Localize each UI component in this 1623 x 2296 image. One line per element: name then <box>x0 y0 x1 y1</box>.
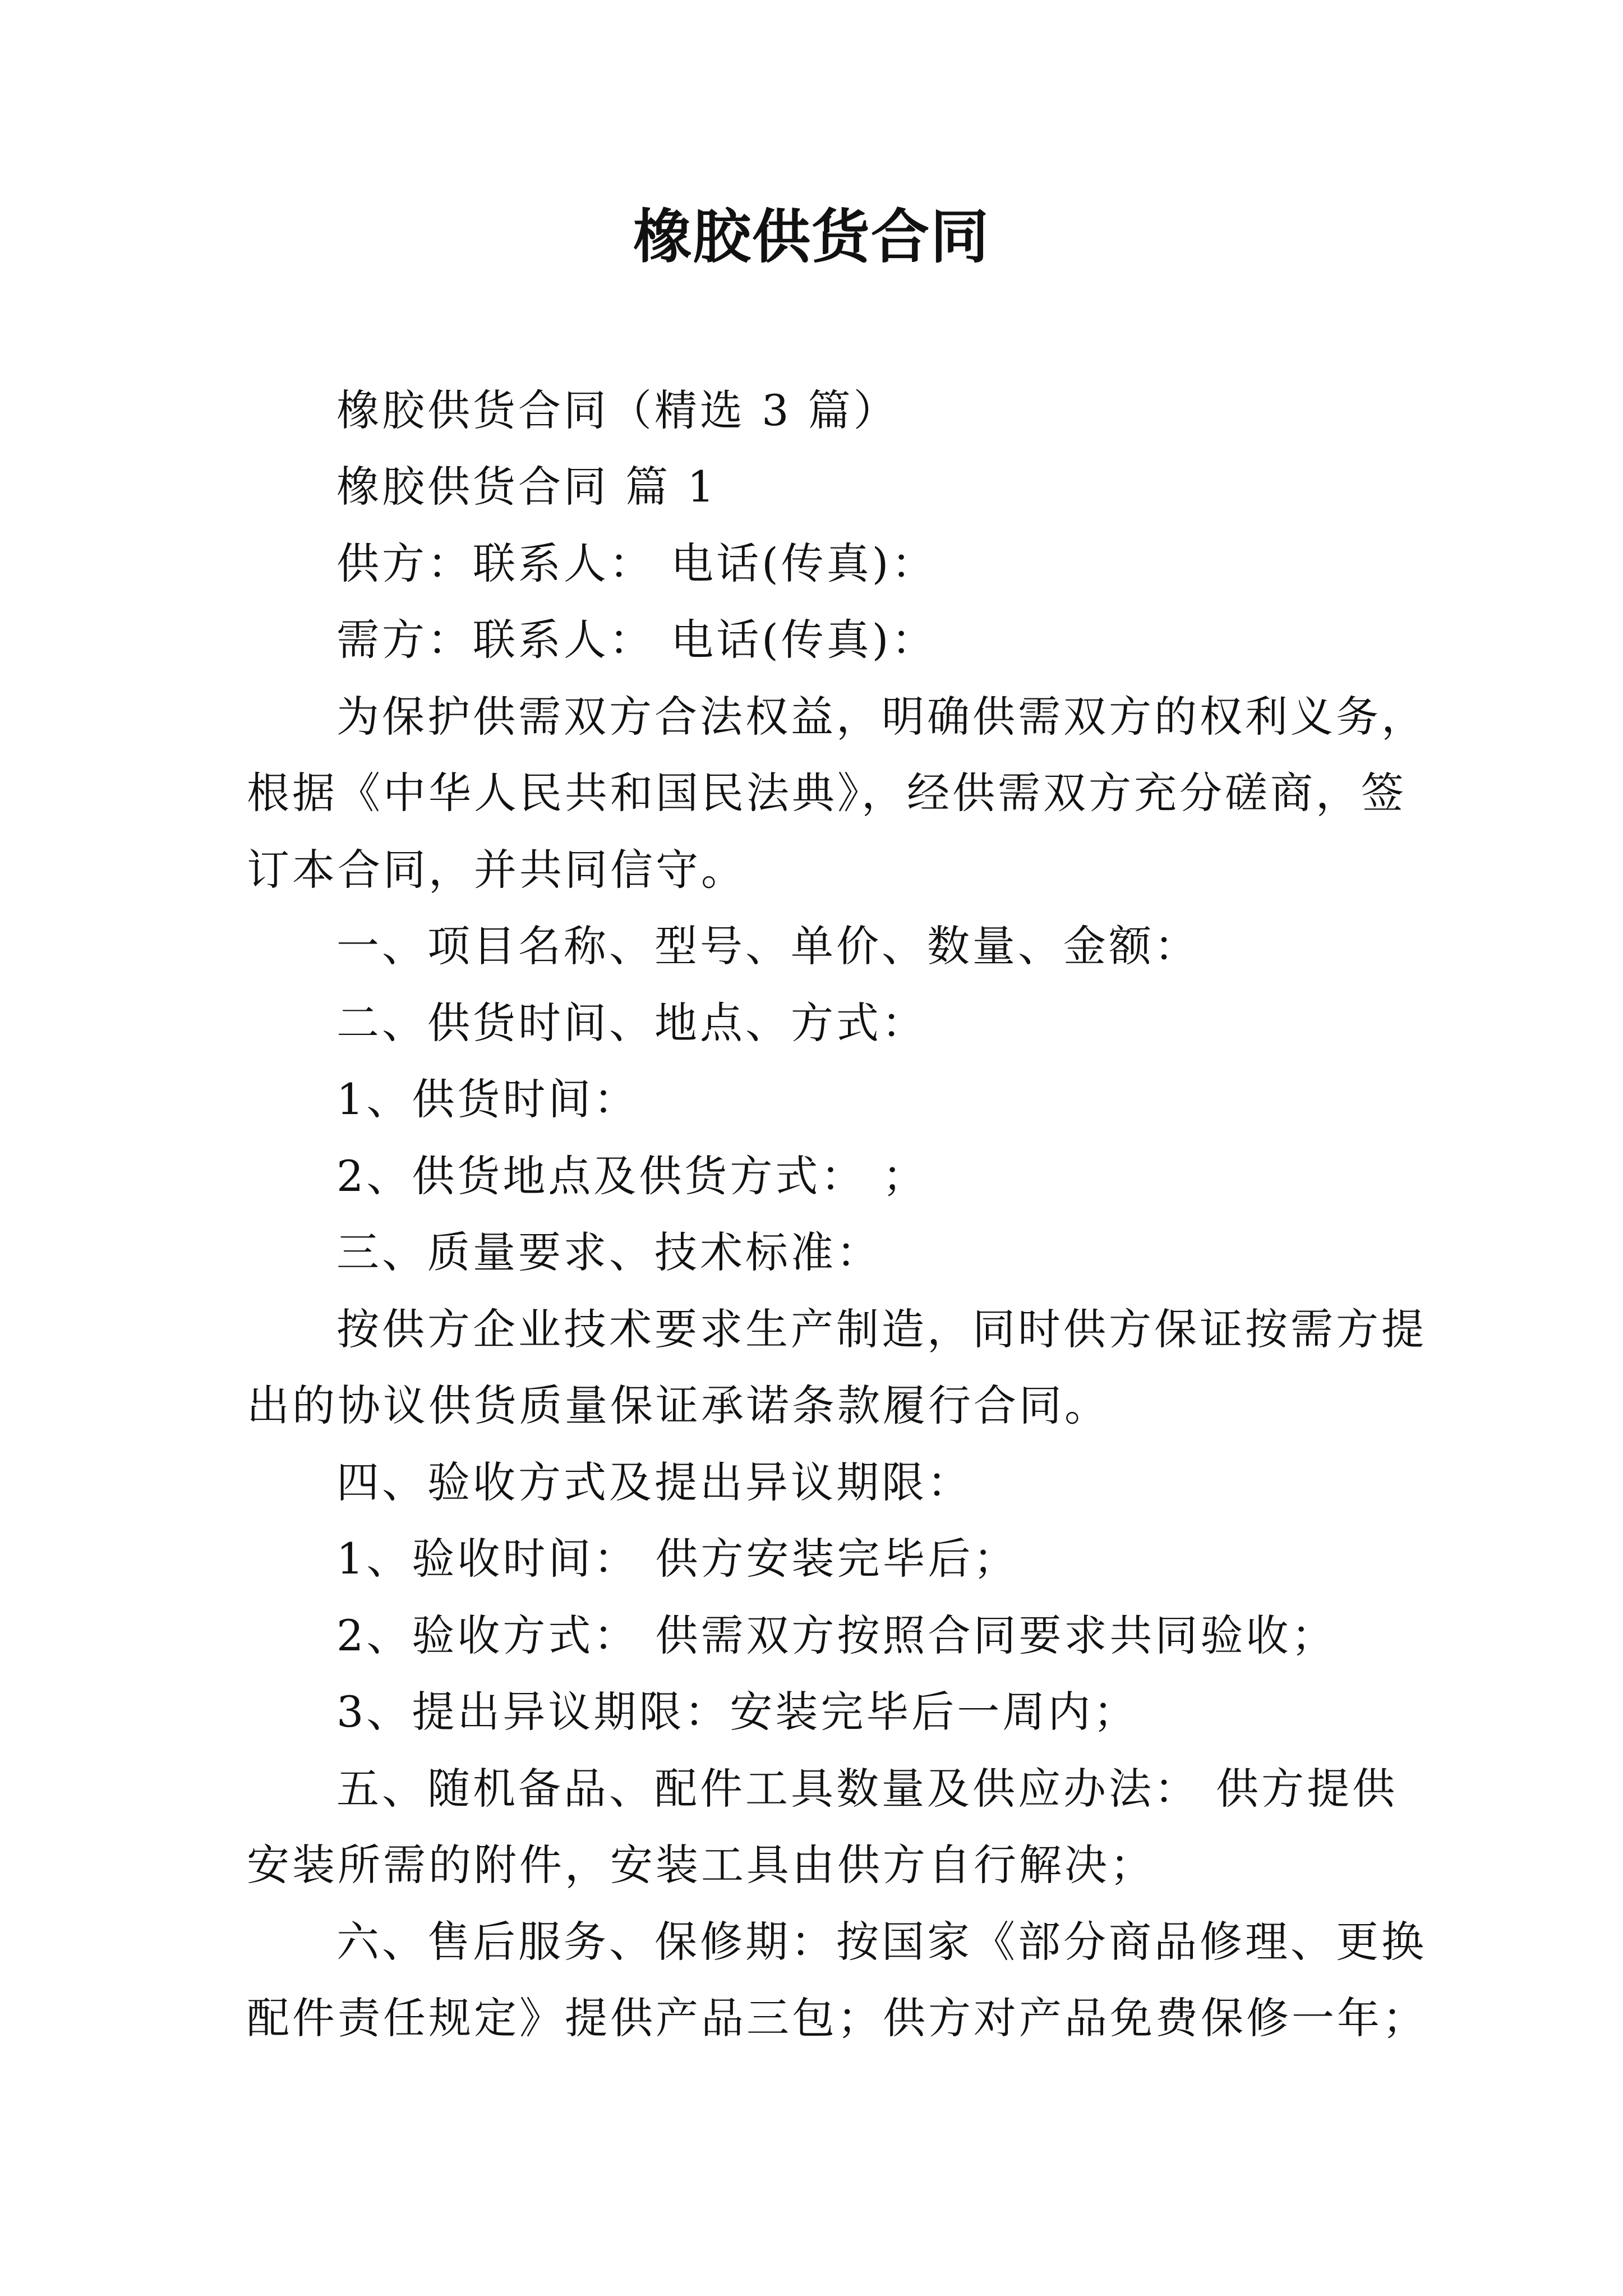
paragraph-line: 根据《中华人民共和国民法典》，经供需双方充分磋商，签 <box>247 768 1407 818</box>
paragraph-line: 订本合同，并共同信守。 <box>247 845 746 895</box>
document-title: 橡胶供货合同 <box>633 203 990 271</box>
buyer-line: 需方：联系人： 电话(传真)： <box>336 615 937 665</box>
paragraph-line: 安装所需的附件，安装工具由供方自行解决； <box>247 1840 1155 1890</box>
clause-item-line: 1、供货时间： <box>336 1074 639 1124</box>
subtitle-line: 橡胶供货合同（精选 3 篇） <box>336 385 899 435</box>
paragraph-line: 六、售后服务、保修期：按国家《部分商品修理、更换 <box>336 1917 1427 1967</box>
clause-item-line: 2、验收方式： 供需双方按照合同要求共同验收； <box>336 1611 1337 1660</box>
clause-item-line: 3、提出异议期限：安装完毕后一周内； <box>336 1687 1139 1737</box>
clause-heading-line: 四、验收方式及提出异议期限： <box>336 1457 972 1507</box>
paragraph-line: 出的协议供货质量保证承诺条款履行合同。 <box>247 1381 1110 1430</box>
paragraph-line: 按供方企业技术要求生产制造，同时供方保证按需方提 <box>336 1304 1427 1354</box>
paragraph-line: 配件责任规定》提供产品三包；供方对产品免费保修一年； <box>247 1993 1428 2043</box>
clause-heading-line: 三、质量要求、技术标准： <box>336 1227 882 1277</box>
clause-heading-line: 二、供货时间、地点、方式： <box>336 998 927 1048</box>
clause-item-line: 2、供货地点及供货方式： ； <box>336 1151 928 1201</box>
supplier-line: 供方：联系人： 电话(传真)： <box>336 539 937 588</box>
paragraph-line: 五、随机备品、配件工具数量及供应办法： 供方提供 <box>336 1764 1398 1814</box>
clause-item-line: 1、验收时间： 供方安装完毕后； <box>336 1534 1019 1584</box>
clause-heading-line: 一、项目名称、型号、单价、数量、金额： <box>336 921 1200 971</box>
paragraph-line: 为保护供需双方合法权益，明确供需双方的权利义务， <box>336 692 1427 742</box>
section-heading-line: 橡胶供货合同 篇 1 <box>336 462 717 512</box>
